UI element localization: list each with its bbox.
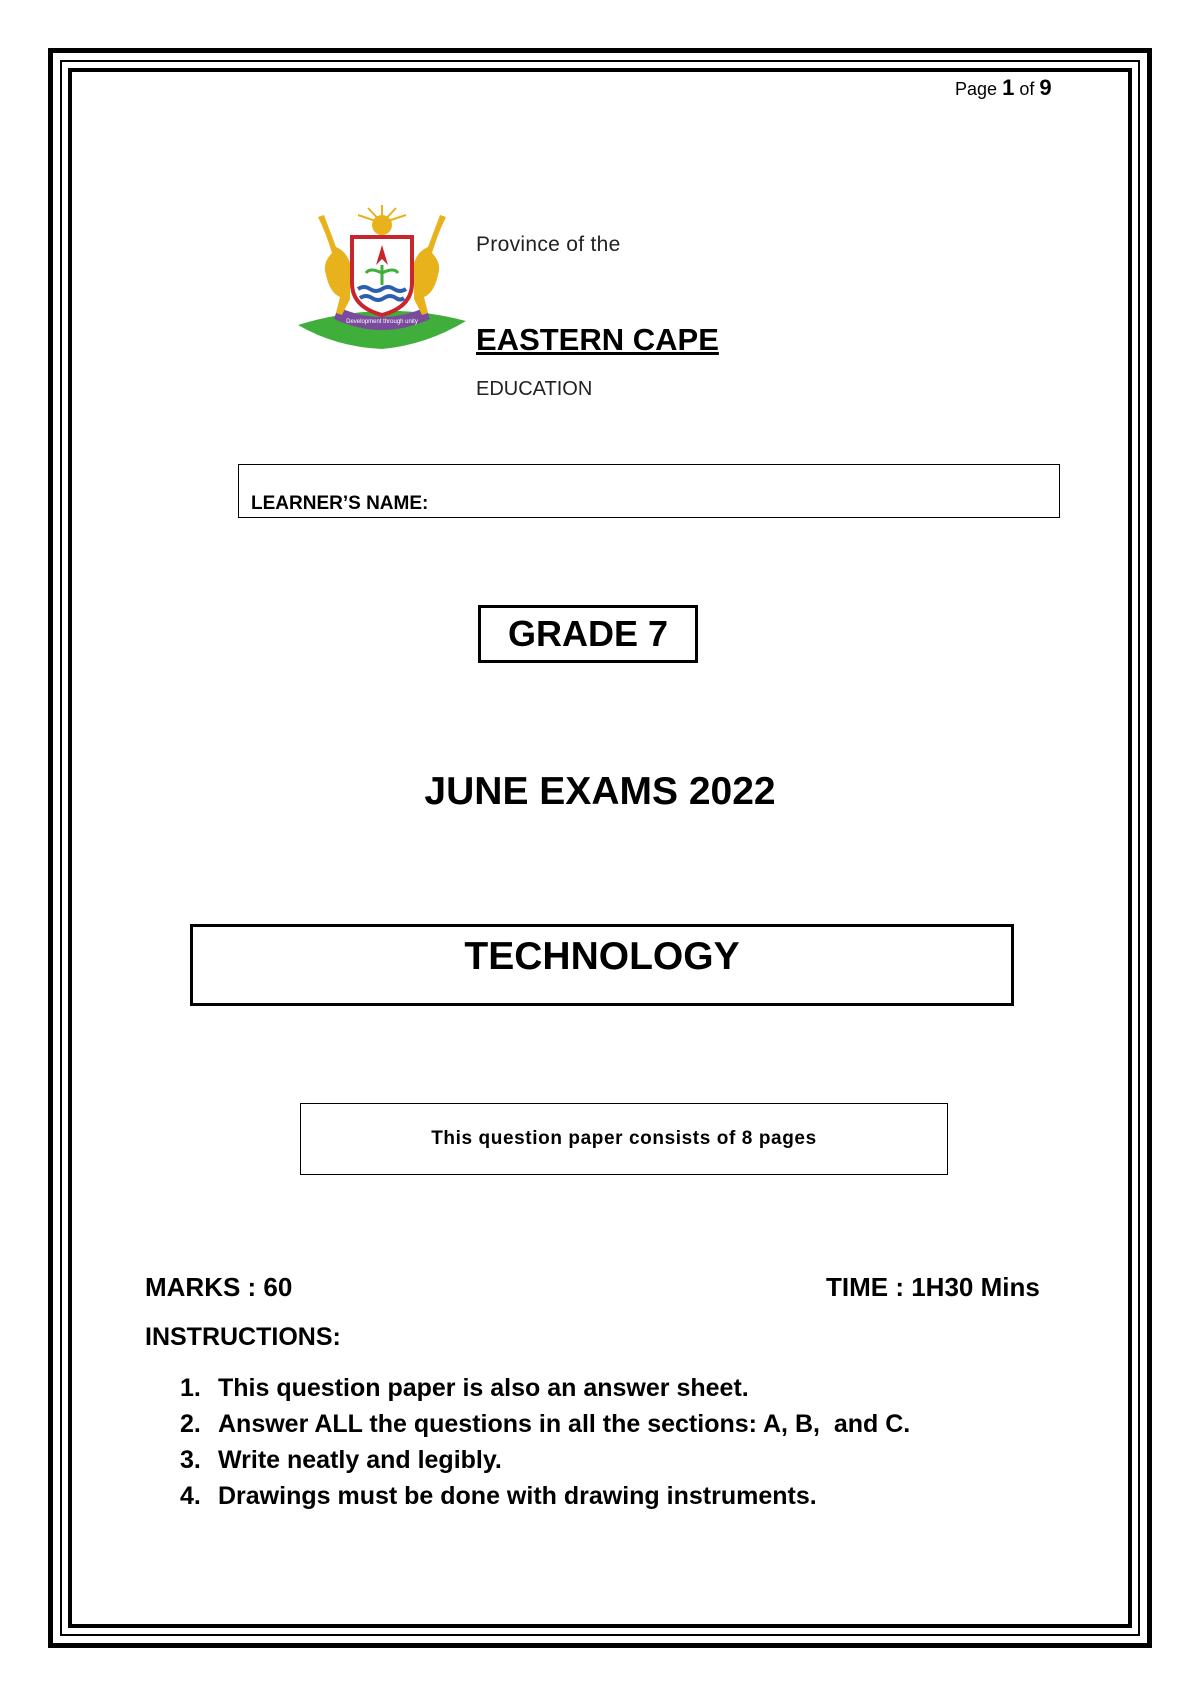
instruction-text: Drawings must be done with drawing instruments. — [218, 1482, 817, 1510]
instruction-text: This question paper is also an answer sheet. — [218, 1374, 749, 1402]
page-of-word: of — [1019, 79, 1035, 99]
instruction-text: Answer ALL the questions in all the sections: A, B, and C. — [218, 1410, 911, 1438]
instruction-number: 1. — [180, 1374, 201, 1402]
instruction-number: 2. — [180, 1410, 201, 1438]
instruction-number: 4. — [180, 1482, 201, 1510]
page-current: 1 — [1002, 75, 1015, 100]
instruction-item — [180, 1442, 910, 1478]
instruction-item — [180, 1478, 910, 1514]
pages-note-box: This question paper consists of 8 pages — [300, 1103, 948, 1175]
crest-right-antelope — [414, 215, 446, 315]
instruction-item — [180, 1370, 910, 1406]
crest-sun — [372, 215, 392, 235]
subject-box — [190, 924, 1014, 1006]
instructions-title: INSTRUCTIONS: — [145, 1323, 341, 1351]
eastern-cape-coat-of-arms-logo — [296, 203, 468, 353]
marks-total: MARKS : 60 — [145, 1272, 293, 1302]
page-total: 9 — [1039, 75, 1052, 100]
department-name: EDUCATION — [476, 378, 593, 400]
time-allowed: TIME : 1H30 Mins — [826, 1272, 1040, 1302]
instruction-number: 3. — [180, 1446, 201, 1474]
learner-name-field[interactable] — [238, 464, 1060, 518]
learner-name-label: LEARNER’S NAME: — [251, 493, 429, 514]
instructions-list — [180, 1370, 910, 1514]
page-word: Page — [955, 79, 998, 99]
crest-left-antelope — [318, 215, 350, 315]
page-number — [955, 75, 1052, 101]
grade-box: GRADE 7 — [478, 605, 698, 663]
exam-session-title: JUNE EXAMS 2022 — [424, 770, 776, 813]
subject-title: TECHNOLOGY — [464, 935, 740, 978]
province-name: EASTERN CAPE — [476, 322, 719, 357]
instruction-item — [180, 1406, 910, 1442]
province-line: Province of the — [476, 233, 621, 256]
crest-motto-text: Development through unity — [346, 319, 418, 325]
instruction-text: Write neatly and legibly. — [218, 1446, 502, 1474]
